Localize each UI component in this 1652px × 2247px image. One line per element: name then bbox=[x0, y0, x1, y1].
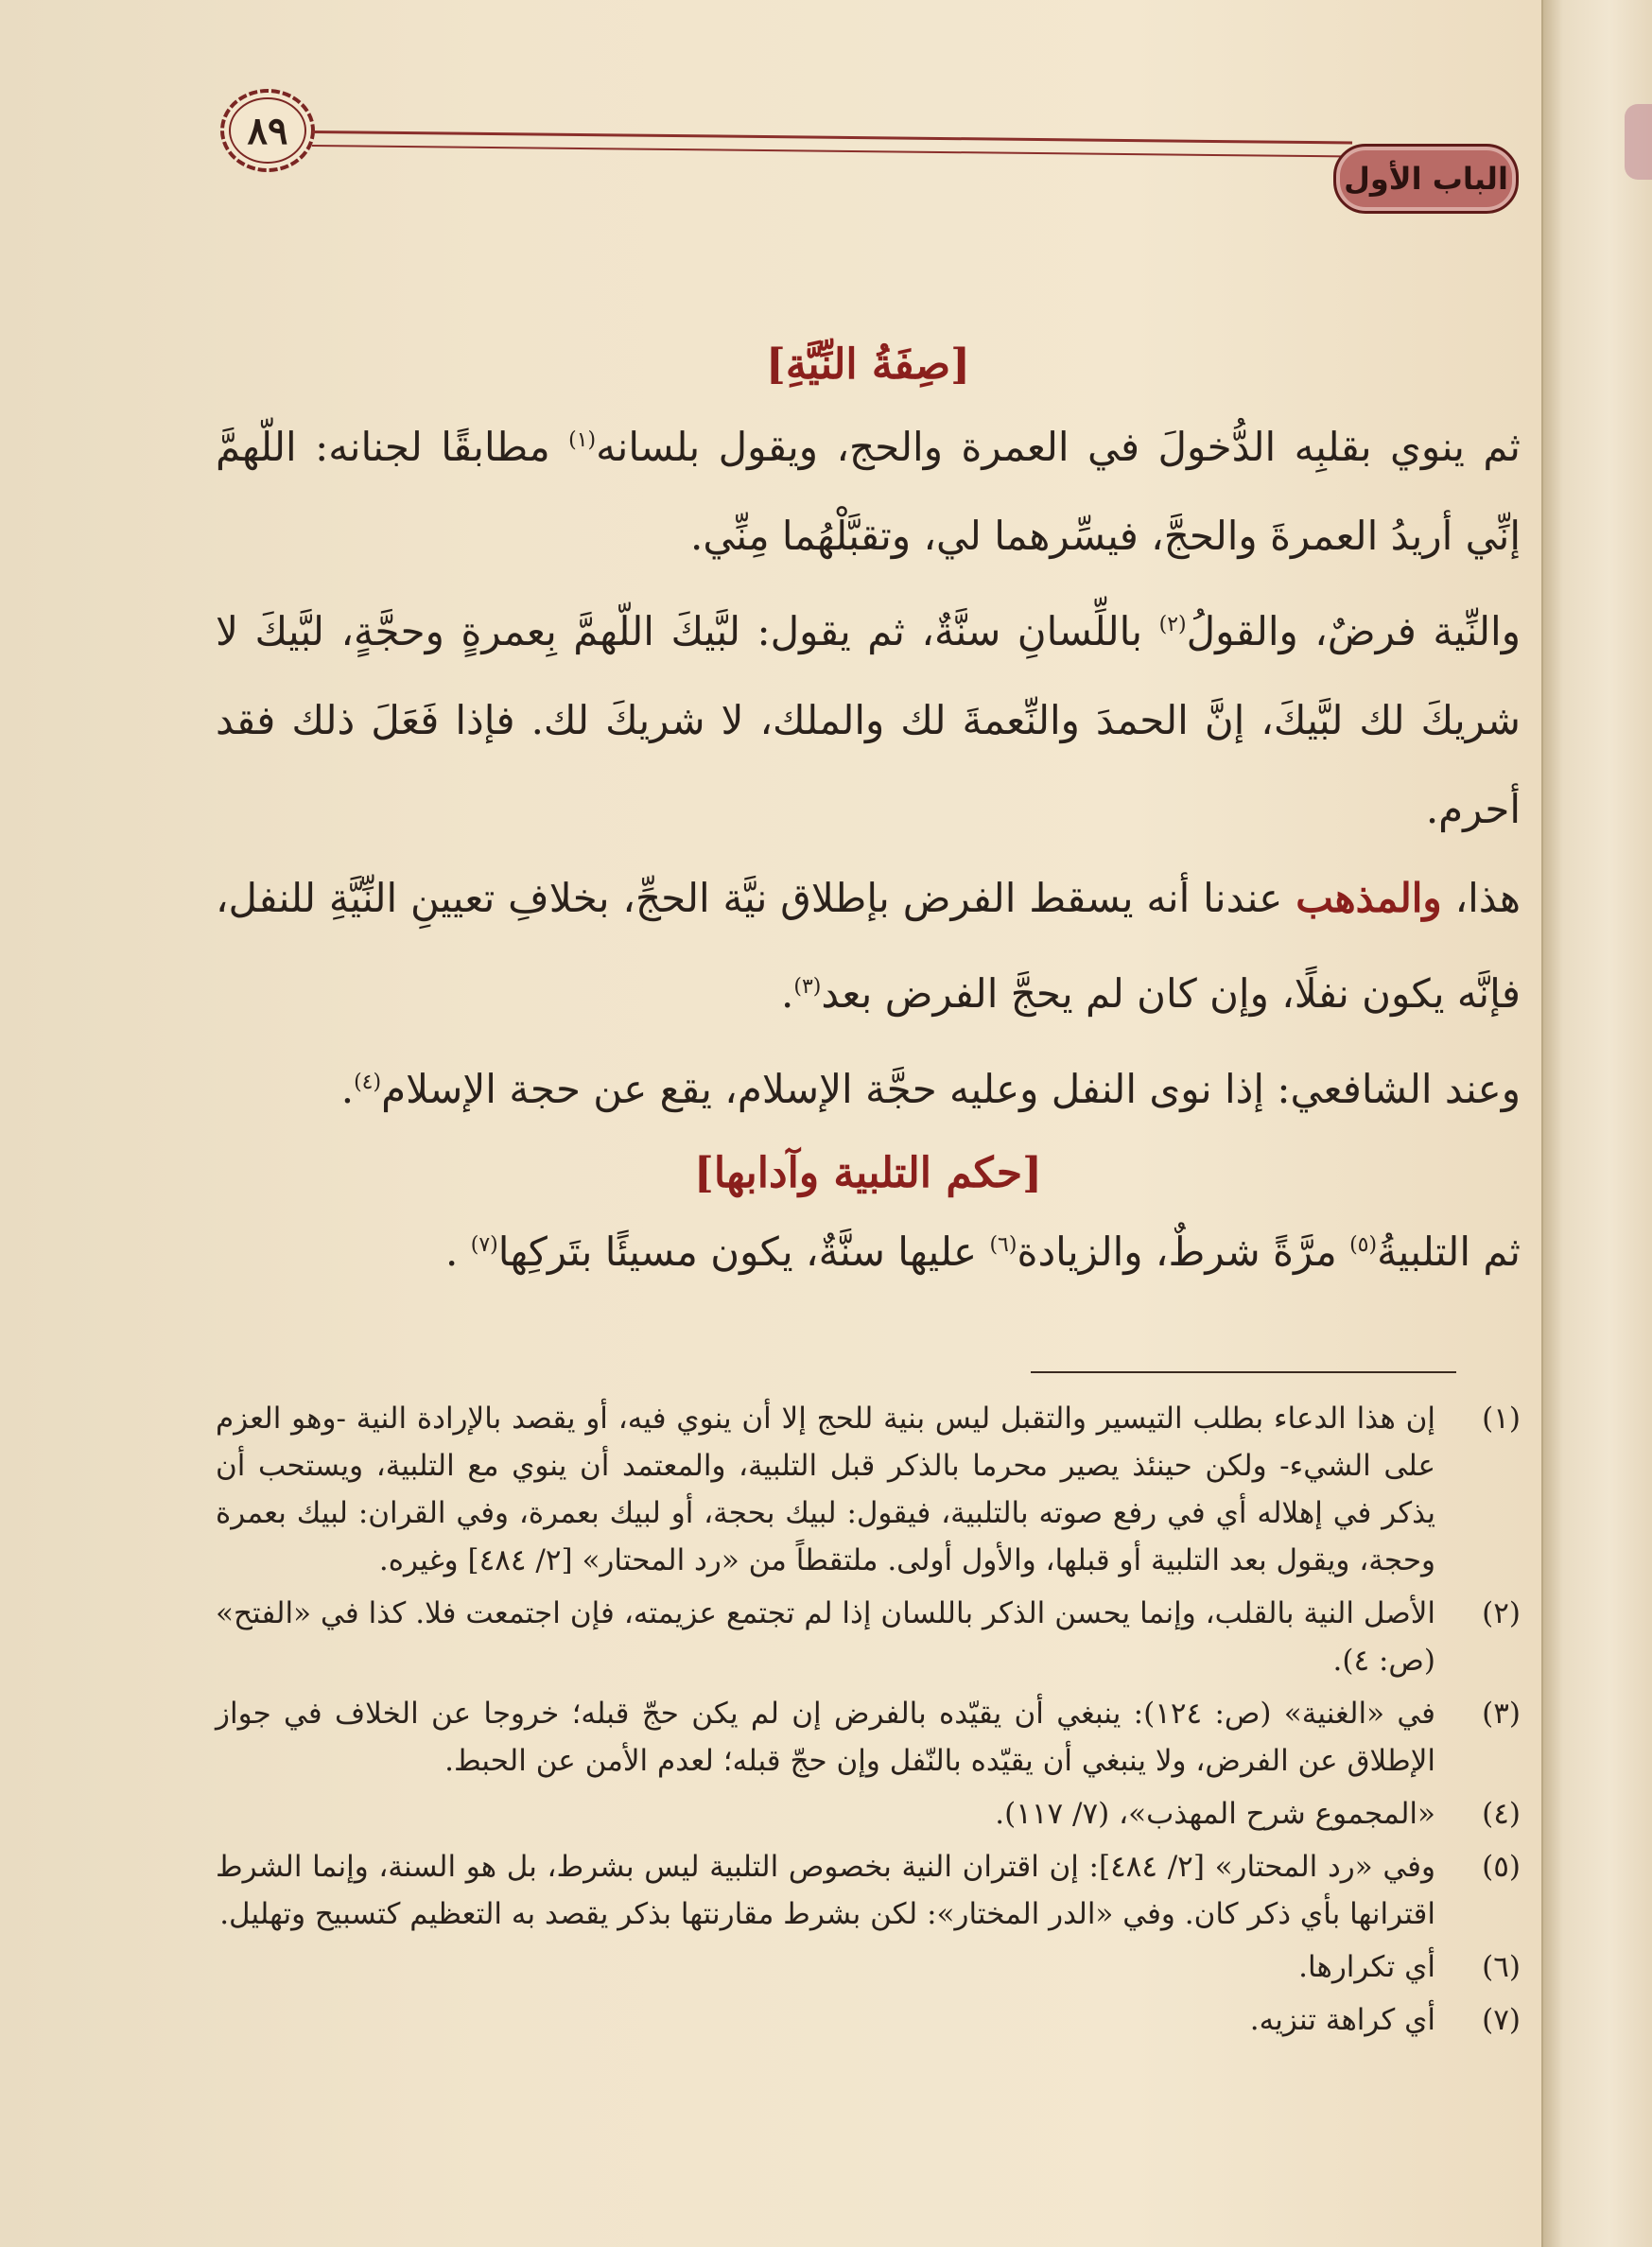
text-run: . bbox=[781, 970, 794, 1017]
footnote-number: (٦) bbox=[1482, 1950, 1521, 1984]
footnote-text: أي كراهة تنزيه. bbox=[1249, 2003, 1435, 2037]
footnote bbox=[216, 1395, 1521, 1584]
footnote-number: (٤) bbox=[1482, 1797, 1521, 1831]
footnote-text: إن هذا الدعاء بطلب التيسير والتقبل ليس بنية للحج إلا أن ينوي فيه، أو يقصد بالإرادة النية -وهو العزم على الشيء- ولكن حينئذ يصير محرما بالذكر قبل التلبية، والمعتمد أن ينوي مع التلبية، ويستحب أن يذكر في إهلاله أي في رفع صوته بالتلبية، فيقول: لبيك بحجة، أو لبيك بعمرة، وفي القران: لبيك بعمرة وحجة، ويقول بعد التلبية أو قبلها، والأول أولى. ملتقطاً من «رد المحتار» [٢/ ٤٨٤] وغيره. bbox=[216, 1402, 1435, 1577]
text-run: . bbox=[445, 1228, 471, 1275]
text-run: عندنا أنه يسقط الفرض بإطلاق نيَّة الحجِّ، بخلافِ تعيينِ النِّيَّةِ للنفل، فإنَّه يكون نفلًا، وإن كان لم يحجَّ الفرض بعد bbox=[216, 875, 1521, 1017]
paragraph bbox=[216, 1038, 1521, 1134]
footnote-number: (٧) bbox=[1482, 2003, 1521, 2037]
footnote-text: «المجموع شرح المهذب»، (٧/ ١١٧). bbox=[995, 1797, 1435, 1831]
footnote-ref[interactable]: (٢) bbox=[1158, 613, 1187, 636]
text-run: مرَّةً شرطٌ، والزيادة bbox=[1017, 1228, 1350, 1275]
paragraph bbox=[216, 854, 1521, 1038]
footnote-text: الأصل النية بالقلب، وإنما يحسن الذكر باللسان إذا لم تجتمع عزيمته، فإن اجتمعت فلا. كذا في «الفتح» (ص: ٤). bbox=[216, 1596, 1435, 1678]
footnote-separator bbox=[1031, 1371, 1456, 1373]
footnote bbox=[216, 1843, 1521, 1938]
section-heading: [حكم التلبية وآدابها] bbox=[694, 1149, 1042, 1197]
footnote-ref[interactable]: (٤) bbox=[354, 1071, 382, 1094]
text-run: ثم التلبيةُ bbox=[1377, 1228, 1521, 1275]
footnote-text: في «الغنية» (ص: ١٢٤): ينبغي أن يقيّده بالفرض إن لم يكن حجّ قبله؛ خروجا عن الخلاف في جواز الإطلاق عن الفرض، ولا ينبغي أن يقيّده بالنّفل وإن حجّ قبله؛ لعدم الأمن عن الحبط. bbox=[216, 1697, 1435, 1778]
footnote bbox=[216, 1690, 1521, 1785]
page-number: ٨٩ bbox=[247, 108, 288, 153]
main-text bbox=[216, 340, 1521, 1297]
footnote-ref[interactable]: (٥) bbox=[1349, 1233, 1378, 1257]
text-run: والنِّية فرضٌ، والقولُ bbox=[1186, 608, 1521, 654]
footnote bbox=[216, 1943, 1521, 1991]
footnote-text: وفي «رد المحتار» [٢/ ٤٨٤]: إن اقتران النية بخصوص التلبية ليس بشرط، بل هو السنة، وإنما الشرط اقترانها بأي ذكر كان. وفي «الدر المختار»: لكن بشرط مقارنتها بذكر يقصد به التعظيم كتسبيح وتهليل. bbox=[216, 1850, 1435, 1931]
header-rule bbox=[312, 131, 1352, 158]
section-heading: [صِفَةُ النِّيَّةِ] bbox=[766, 340, 970, 389]
text-run: عليها سنَّةٌ، يكون مسيئًا بتَركِها bbox=[497, 1228, 990, 1275]
paragraph bbox=[216, 1201, 1521, 1297]
footnote-number: (٢) bbox=[1482, 1596, 1521, 1630]
highlighted-term: والمذهب bbox=[1296, 875, 1442, 921]
adjacent-page-edge bbox=[1541, 0, 1652, 2247]
footnote bbox=[216, 1790, 1521, 1838]
footnote-number: (١) bbox=[1482, 1402, 1521, 1436]
text-run: مطابقًا لجنانه: اللّهمَّ إنِّي أريدُ العمرةَ والحجَّ، فيسِّرهما لي، وتقبَّلْهُما مِنِّي. bbox=[216, 424, 1521, 559]
footnote-text: أي تكرارها. bbox=[1298, 1950, 1435, 1984]
footnote bbox=[216, 1590, 1521, 1684]
page-number-badge bbox=[216, 83, 320, 178]
chapter-label: الباب الأول bbox=[1344, 161, 1508, 197]
text-run: وعند الشافعي: إذا نوى النفل وعليه حجَّة الإسلام، يقع عن حجة الإسلام bbox=[381, 1066, 1521, 1112]
text-run: هذا، bbox=[1441, 875, 1521, 921]
footnote-ref[interactable]: (٦) bbox=[989, 1233, 1017, 1257]
footnote bbox=[216, 1996, 1521, 2044]
footnote-ref[interactable]: (٣) bbox=[793, 975, 822, 999]
footnote-number: (٥) bbox=[1482, 1850, 1521, 1884]
chapter-tab bbox=[1333, 144, 1519, 214]
text-run: ثم ينوي بقلبِه الدُّخولَ في العمرة والحج، ويقول بلسانه bbox=[596, 424, 1521, 470]
footnote-ref[interactable]: (٧) bbox=[470, 1233, 498, 1257]
paragraph bbox=[216, 396, 1521, 581]
footnote-number: (٣) bbox=[1482, 1697, 1521, 1731]
text-run: باللِّسانِ سنَّةٌ، ثم يقول: لبَّيكَ اللّهمَّ بِعمرةٍ وحجَّةٍ، لبَّيكَ لا شريكَ لك لبَّيكَ، إنَّ الحمدَ والنِّعمةَ لك والملك، لا شريكَ لك. فإذا فَعَلَ ذلك فقد أحرم. bbox=[216, 608, 1521, 832]
adjacent-page-tab bbox=[1625, 104, 1652, 180]
text-run: . bbox=[340, 1066, 355, 1112]
footnotes bbox=[216, 1395, 1521, 2049]
footnote-ref[interactable]: (١) bbox=[568, 428, 597, 452]
paragraph bbox=[216, 581, 1521, 854]
